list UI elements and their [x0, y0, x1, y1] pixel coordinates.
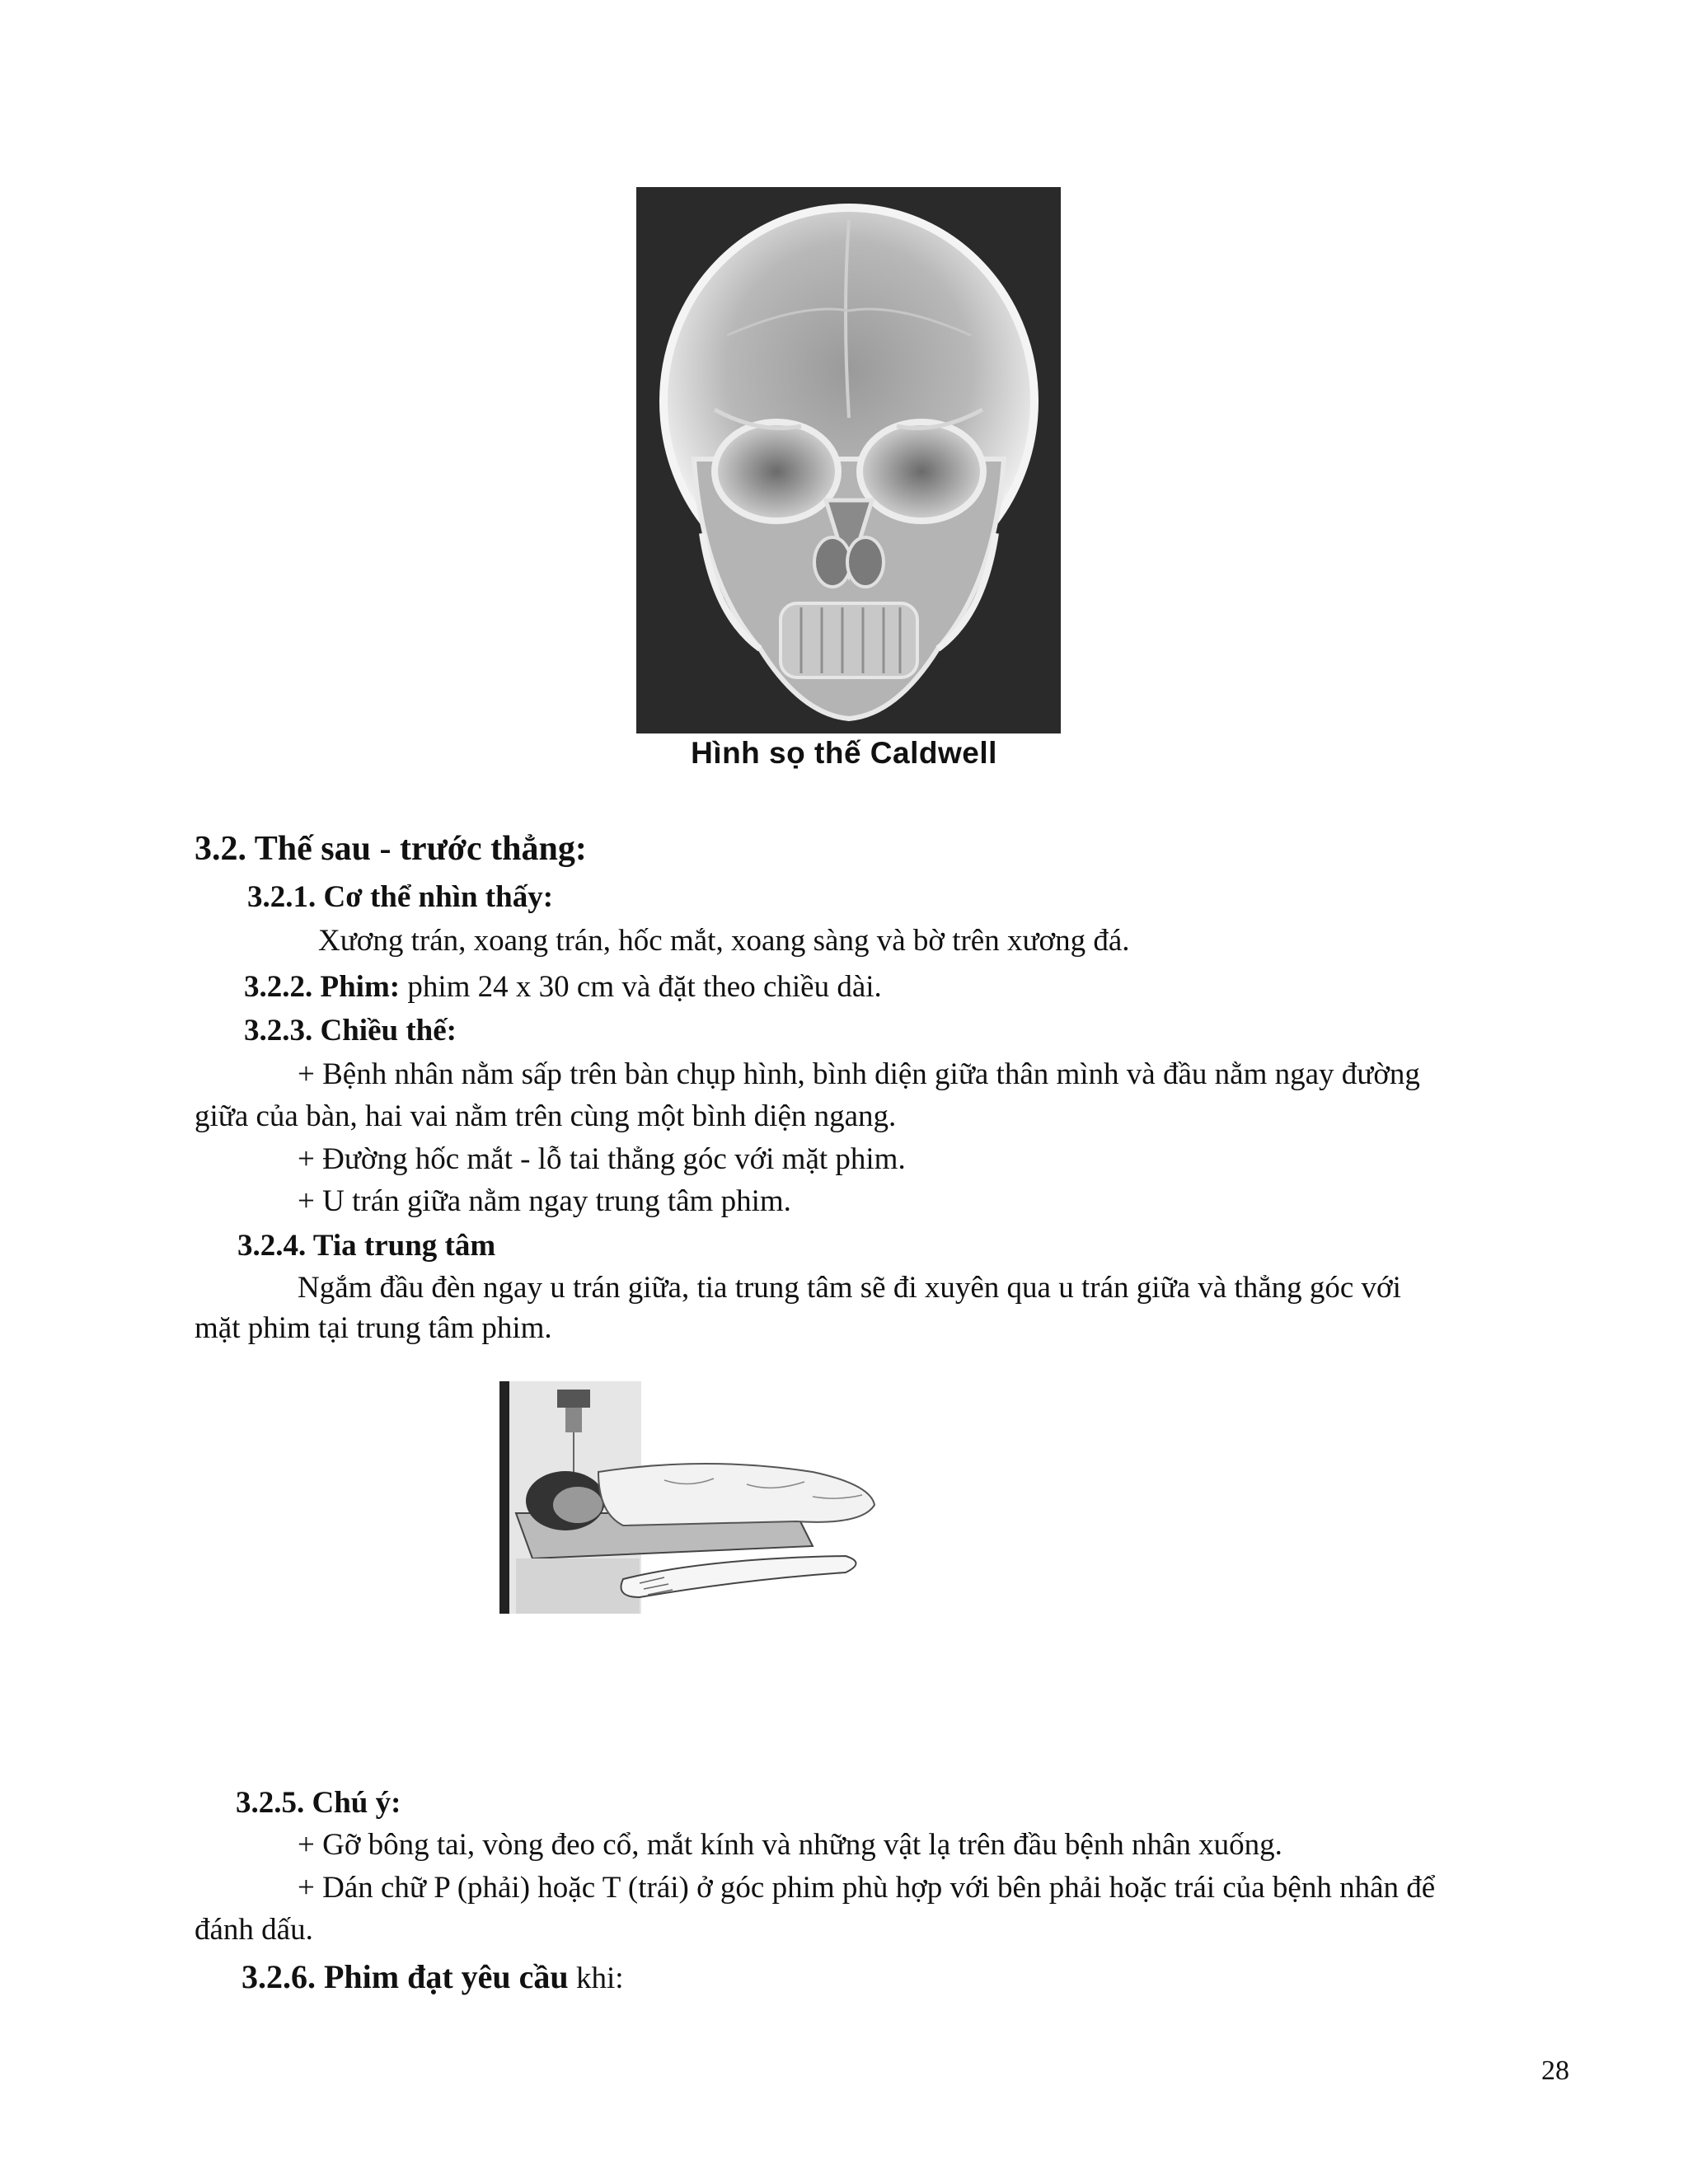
paragraph-3-2-3-line1: + Bệnh nhân nằm sấp trên bàn chụp hình, bình diện giữa thân mình và đầu nằm ngay đường	[298, 1057, 1420, 1091]
paragraph-3-2-5-line2: + Dán chữ P (phải) hoặc T (trái) ở góc phim phù hợp với bên phải hoặc trái của bệnh nhân để	[298, 1871, 1436, 1905]
paragraph-3-2-6	[241, 1957, 624, 1997]
paragraph-3-2-2	[244, 969, 882, 1005]
skull-xray-image	[636, 187, 1061, 733]
paragraph-3-2-1: Xương trán, xoang trán, hốc mắt, xoang sàng và bờ trên xương đá.	[318, 924, 1130, 958]
paragraph-3-2-4-line1: Ngắm đầu đèn ngay u trán giữa, tia trung tâm sẽ đi xuyên qua u trán giữa và thẳng góc với	[298, 1271, 1401, 1305]
patient-positioning-illustration	[499, 1381, 887, 1614]
paragraph-3-2-4-line1-cont: mặt phim tại trung tâm phim.	[195, 1311, 552, 1345]
section-heading: 3.2. Thế sau - trước thẳng:	[195, 830, 587, 868]
paragraph-3-2-5-line1: + Gỡ bông tai, vòng đeo cổ, mắt kính và những vật lạ trên đầu bệnh nhân xuống.	[298, 1828, 1282, 1862]
subsection-heading-3-2-6: 3.2.6. Phim đạt yêu cầu	[241, 1958, 569, 1995]
paragraph-3-2-3-line2: + Đường hốc mắt - lỗ tai thẳng góc với mặt phim.	[298, 1142, 906, 1176]
page-number: 28	[1541, 2055, 1569, 2086]
paragraph-3-2-6-tail: khi:	[568, 1961, 624, 1995]
subsection-heading-3-2-2: 3.2.2. Phim:	[244, 970, 401, 1004]
subsection-heading-3-2-1: 3.2.1. Cơ thể nhìn thấy:	[247, 880, 554, 914]
subsection-heading-3-2-3: 3.2.3. Chiều thế:	[244, 1014, 457, 1047]
paragraph-3-2-3-line1-cont: giữa của bàn, hai vai nằm trên cùng một bình diện ngang.	[195, 1099, 897, 1133]
subsection-heading-3-2-4: 3.2.4. Tia trung tâm	[237, 1229, 496, 1263]
subsection-heading-3-2-5: 3.2.5. Chú ý:	[236, 1786, 401, 1820]
figure-caption: Hình sọ thế Caldwell	[691, 736, 997, 770]
paragraph-3-2-5-line2-cont: đánh dấu.	[195, 1913, 313, 1947]
paragraph-3-2-2-text: phim 24 x 30 cm và đặt theo chiều dài.	[400, 970, 882, 1004]
paragraph-3-2-3-line3: + U trán giữa nằm ngay trung tâm phim.	[298, 1184, 791, 1218]
